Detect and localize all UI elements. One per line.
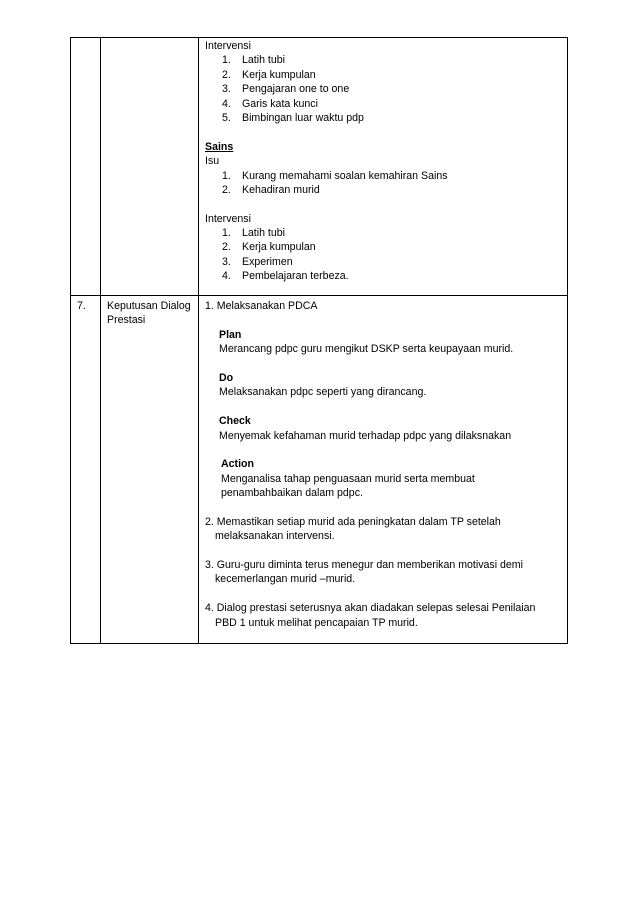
- intervensi-list: [205, 53, 563, 125]
- list-item: [205, 183, 563, 197]
- list-item: [205, 269, 563, 283]
- do-text: Melaksanakan pdpc seperti yang dirancang.: [219, 386, 427, 399]
- plan-label: Plan: [219, 328, 242, 341]
- list-item-number: 1.: [222, 169, 231, 182]
- list-item-number: 4.: [222, 270, 231, 283]
- action-text-line2: penambahbaikan dalam pdpc.: [221, 487, 363, 500]
- do-label: Do: [219, 371, 234, 384]
- document-table: [70, 37, 568, 644]
- list-item: [205, 111, 563, 125]
- item-title-line1: Keputusan Dialog: [107, 300, 191, 312]
- list-item-text: Pembelajaran terbeza.: [242, 270, 349, 283]
- list-item-number: 3.: [222, 255, 231, 268]
- cell-item: [101, 296, 199, 644]
- list-item-text: Kerja kumpulan: [242, 68, 316, 81]
- list-item-number: 4.: [222, 97, 231, 110]
- intervensi-label: Intervensi: [205, 40, 251, 52]
- list-item: [205, 240, 563, 254]
- cell-details: [199, 296, 568, 644]
- point-3-line2: kecemerlangan murid –murid.: [215, 573, 356, 586]
- list-item-number: 1.: [222, 54, 231, 67]
- list-item: [205, 53, 563, 67]
- list-item: [205, 255, 563, 269]
- list-item-number: 1.: [222, 227, 231, 240]
- intervensi-list: [205, 226, 563, 284]
- table-row-7: [71, 296, 568, 644]
- point-3-line1: 3. Guru-guru diminta terus menegur dan memberikan motivasi demi: [205, 559, 523, 572]
- row-number: 7.: [77, 300, 86, 312]
- sains-heading: Sains: [205, 140, 234, 153]
- list-item-number: 2.: [222, 183, 231, 196]
- check-label: Check: [219, 415, 251, 428]
- isu-label: Isu: [205, 155, 220, 168]
- point-4-line2: PBD 1 untuk melihat pencapaian TP murid.: [215, 616, 418, 629]
- list-item-text: Kurang memahami soalan kemahiran Sains: [242, 169, 448, 182]
- list-item-text: Kehadiran murid: [242, 183, 320, 196]
- check-text: Menyemak kefahaman murid terhadap pdpc yang dilaksnakan: [219, 429, 512, 442]
- item-title-line2: Prestasi: [107, 314, 146, 327]
- list-item: [205, 169, 563, 183]
- point-1: 1. Melaksanakan PDCA: [205, 300, 318, 312]
- cell-number: [71, 296, 101, 644]
- intervensi-label: Intervensi: [205, 212, 251, 225]
- list-item-text: Experimen: [242, 255, 293, 268]
- point-2-line2: melaksanakan intervensi.: [215, 530, 335, 543]
- list-item-text: Latih tubi: [242, 227, 285, 240]
- plan-text: Merancang pdpc guru mengikut DSKP serta keupayaan murid.: [219, 343, 514, 356]
- list-item-text: Latih tubi: [242, 54, 285, 67]
- list-item-text: Kerja kumpulan: [242, 241, 316, 254]
- list-item: [205, 82, 563, 96]
- list-item-text: Bimbingan luar waktu pdp: [242, 111, 364, 124]
- point-4-line1: 4. Dialog prestasi seterusnya akan diadakan selepas selesai Penilaian: [205, 602, 536, 615]
- cell-number-empty: [71, 38, 101, 296]
- cell-item-empty: [101, 38, 199, 296]
- table-row-continuation: [71, 38, 568, 296]
- action-label: Action: [221, 458, 254, 471]
- list-item-text: Garis kata kunci: [242, 97, 318, 110]
- point-2-line1: 2. Memastikan setiap murid ada peningkatan dalam TP setelah: [205, 515, 501, 528]
- isu-list: [205, 169, 563, 198]
- list-item: [205, 97, 563, 111]
- list-item-number: 3.: [222, 83, 231, 96]
- list-item-text: Pengajaran one to one: [242, 83, 350, 96]
- list-item: [205, 226, 563, 240]
- list-item-number: 2.: [222, 241, 231, 254]
- cell-details-continuation: [199, 38, 568, 296]
- list-item-number: 5.: [222, 111, 231, 124]
- list-item: [205, 68, 563, 82]
- list-item-number: 2.: [222, 68, 231, 81]
- action-text-line1: Menganalisa tahap penguasaan murid serta membuat: [221, 472, 475, 485]
